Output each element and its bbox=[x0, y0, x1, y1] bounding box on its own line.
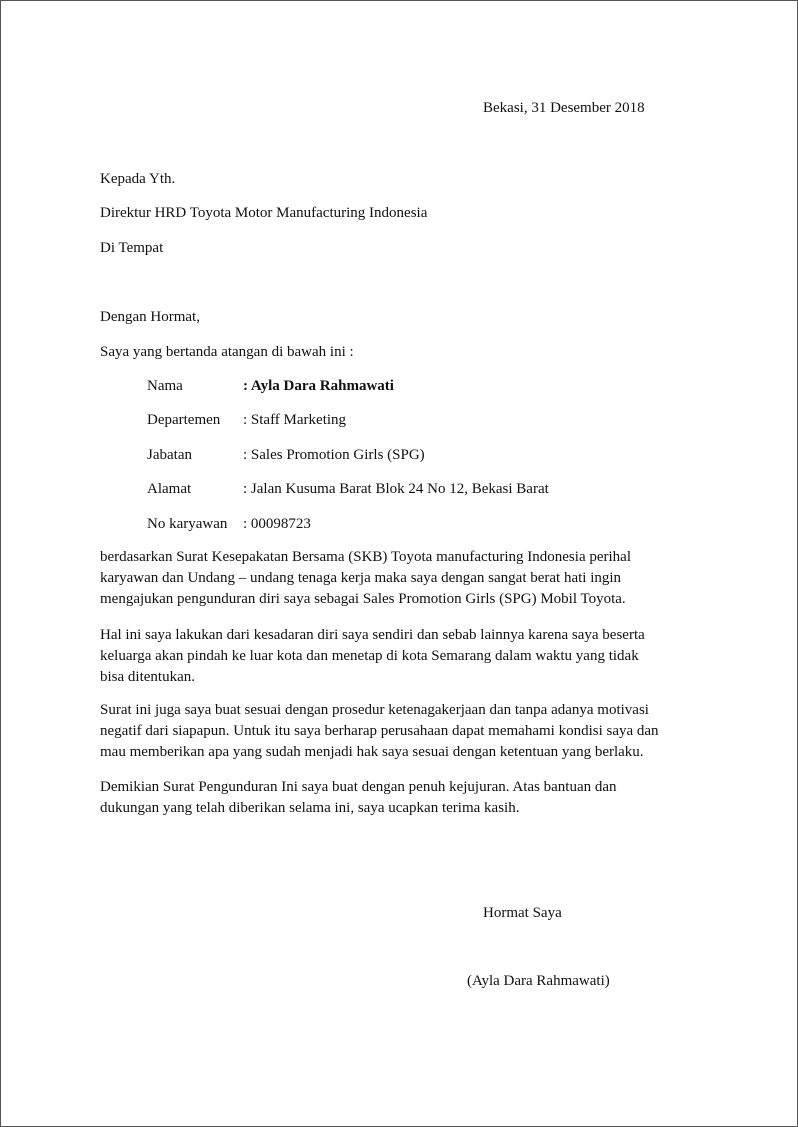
paragraph-line: keluarga akan pindah ke luar kota dan menetap di kota Semarang dalam waktu yang tidak bbox=[100, 648, 639, 664]
paragraph-line: karyawan dan Undang – undang tenaga kerja maka saya dengan sangat berat hati ingin bbox=[100, 570, 622, 586]
paragraph-closing bbox=[100, 777, 700, 819]
paragraph-line: bisa ditentukan. bbox=[100, 669, 195, 685]
paragraph-line: dukungan yang telah diberikan selama ini, saya ucapkan terima kasih. bbox=[100, 800, 520, 816]
letter-date: Bekasi, 31 Desember 2018 bbox=[483, 100, 645, 116]
paragraph-line: Hal ini saya lakukan dari kesadaran diri saya sendiri dan sebab lainnya karena saya beserta bbox=[100, 627, 645, 643]
intro-line: Saya yang bertanda atangan di bawah ini : bbox=[100, 344, 354, 360]
identity-label: No karyawan bbox=[147, 516, 228, 532]
closing-salutation: Hormat Saya bbox=[483, 905, 562, 921]
paragraph-line: Demikian Surat Pengunduran Ini saya buat dengan penuh kejujuran. Atas bantuan dan bbox=[100, 779, 617, 795]
paragraph-line: berdasarkan Surat Kesepakatan Bersama (SKB) Toyota manufacturing Indonesia perihal bbox=[100, 549, 631, 565]
identity-value: : Staff Marketing bbox=[243, 412, 347, 428]
paragraph-line: negatif dari siapapun. Untuk itu saya berharap perusahaan dapat memahami kondisi saya dan bbox=[100, 723, 659, 739]
paragraph-awareness bbox=[100, 625, 700, 688]
identity-value: : Sales Promotion Girls (SPG) bbox=[243, 447, 425, 463]
recipient-line-1: Kepada Yth. bbox=[100, 171, 176, 187]
paragraph-line: mau memberikan apa yang sudah menjadi hak saya sesuai dengan ketentuan yang berlaku. bbox=[100, 744, 644, 760]
signer-name: (Ayla Dara Rahmawati) bbox=[467, 973, 610, 989]
identity-label: Alamat bbox=[147, 481, 192, 497]
recipient-line-3: Di Tempat bbox=[100, 240, 164, 256]
identity-value: : Jalan Kusuma Barat Blok 24 No 12, Bekasi Barat bbox=[243, 481, 549, 497]
identity-label: Departemen bbox=[147, 412, 221, 428]
paragraph-procedure bbox=[100, 700, 700, 763]
identity-label: Jabatan bbox=[147, 447, 192, 463]
greeting: Dengan Hormat, bbox=[100, 309, 200, 325]
paragraph-line: Surat ini juga saya buat sesuai dengan prosedur ketenagakerjaan dan tanpa adanya motivasi bbox=[100, 702, 649, 718]
identity-value: : Ayla Dara Rahmawati bbox=[243, 378, 394, 394]
identity-value: : 00098723 bbox=[243, 516, 311, 532]
recipient-line-2: Direktur HRD Toyota Motor Manufacturing Indonesia bbox=[100, 205, 428, 221]
identity-label: Nama bbox=[147, 378, 183, 394]
paragraph-line: mengajukan pengunduran diri saya sebagai Sales Promotion Girls (SPG) Mobil Toyota. bbox=[100, 591, 626, 607]
paragraph-reason bbox=[100, 547, 700, 610]
